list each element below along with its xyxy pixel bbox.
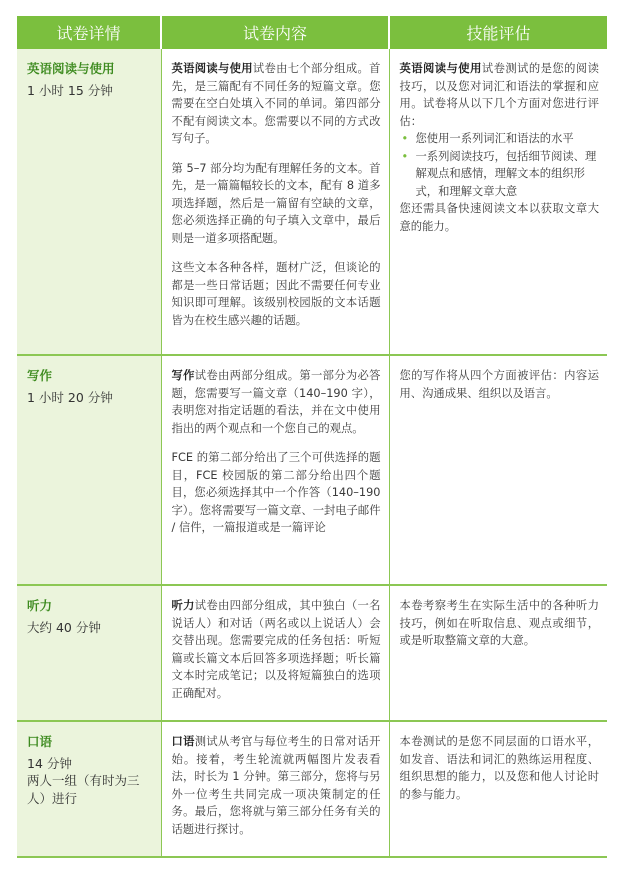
- speaking-details: [17, 721, 161, 857]
- reading-title: 英语阅读与使用: [27, 61, 115, 76]
- writing-content: [161, 355, 389, 585]
- row-writing: [17, 355, 607, 585]
- writing-content-lead: 写作: [171, 369, 195, 382]
- reading-skill-list: [400, 130, 600, 200]
- reading-content-p3: 这些文本各种各样，题材广泛，但谈论的都是一些日常话题；因此不需要任何专业知识即可理解。该级别校园版的文本话题皆为在校生感兴趣的话题。: [171, 261, 381, 327]
- reading-content-p2: 第 5–7 部分均为配有理解任务的文本。首先，是一篇篇幅较长的文本，配有 8 道多项选择题，然后是一篇留有空缺的文章，您必须选择正确的句子填入文章中，最后则是一道多项搭配题。: [171, 161, 381, 245]
- writing-time: 1 小时 20 分钟: [27, 389, 113, 405]
- reading-skill-intro: 英语阅读与使用试卷测试的是您的阅读技巧，以及您对词汇和语法的掌握和应用。试卷将从以下几个方面对您进行评估：: [399, 62, 599, 128]
- speaking-content-text: 口语测试从考官与每位考生的日常对话开始。接着，考生轮流就两幅图片发表看法，时长为 1 分钟。第三部分，您将与另外一位考生共同完成一项决策制定的任务。最后，您将就与第三部分任务有关的话题进行探讨。: [171, 735, 381, 836]
- listening-skills: [389, 585, 607, 721]
- reading-skill-end: 您还需具备快速阅读文本以获取文章大意的能力。: [399, 202, 599, 233]
- speaking-time: 14 分钟: [27, 755, 72, 771]
- row-speaking: [17, 721, 607, 857]
- reading-skills: [389, 49, 607, 355]
- listening-content: [161, 585, 389, 721]
- row-listening: [17, 585, 607, 721]
- header-row: [17, 16, 607, 49]
- writing-content-p1: 写作试卷由两部分组成。第一部分为必答题，您需要写一篇文章（140–190 字），表明您对指定话题的看法，并在文中使用指出的两个观点和一个您自己的观点。: [171, 369, 381, 435]
- reading-content-p1: 英语阅读与使用试卷由七个部分组成。首先，是三篇配有不同任务的短篇文章。您需要在空白处填入不同的单词。第四部分不配有阅读文本。您需要以不同的方式改写句子。: [171, 62, 381, 145]
- listening-time: 大约 40 分钟: [27, 619, 101, 635]
- speaking-group: 两人一组（有时为三人）进行: [27, 773, 140, 806]
- writing-skills: [389, 355, 607, 585]
- reading-skill-bullet-2: • 一系列阅读技巧，包括细节阅读、理解观点和感情，理解文本的组织形式，和理解文章大意: [412, 148, 600, 201]
- writing-title: 写作: [27, 368, 53, 383]
- writing-content-p2: FCE 的第二部分给出了三个可供选择的题目，FCE 校园版的第二部分给出四个题目，您必须选择其中一个作答（140–190 字）。您将需要写一篇文章、一封电子邮件 / 信件，一篇报道或是一篇评论: [171, 451, 381, 534]
- speaking-skill-text: 本卷测试的是您不同层面的口语水平，如发音、语法和词汇的熟练运用程度、组织思想的能力，以及您和他人讨论时的参与能力。: [399, 735, 599, 801]
- reading-skill-bullet-1: • 您使用一系列词汇和语法的水平: [412, 130, 600, 148]
- reading-content: [161, 49, 389, 355]
- reading-time: 1 小时 15 分钟: [27, 82, 113, 98]
- header-skills: 技能评估: [389, 16, 607, 49]
- exam-table: [17, 16, 607, 858]
- listening-content-text: 听力试卷由四部分组成，其中独白（一名说话人）和对话（两名或以上说话人）会交替出现。您需要完成的任务包括：听短篇或长篇文本后回答多项选择题；听长篇文本时完成笔记；以及将短篇独白的选项正确配对。: [171, 599, 381, 700]
- row-reading: [17, 49, 607, 355]
- header-content: 试卷内容: [161, 16, 389, 49]
- writing-skill-text: 您的写作将从四个方面被评估：内容运用、沟通成果、组织以及语言。: [399, 369, 599, 400]
- speaking-skills: [389, 721, 607, 857]
- exam-table-container: [17, 16, 607, 858]
- header-details: 试卷详情: [17, 16, 161, 49]
- listening-content-lead: 听力: [171, 599, 195, 612]
- speaking-content-lead: 口语: [171, 735, 195, 748]
- listening-details: [17, 585, 161, 721]
- reading-content-lead: 英语阅读与使用: [171, 62, 253, 75]
- listening-skill-text: 本卷考察考生在实际生活中的各种听力技巧，例如在听取信息、观点或细节，或是听取整篇文章的大意。: [399, 599, 599, 647]
- listening-title: 听力: [27, 598, 53, 613]
- reading-details: [17, 49, 161, 355]
- writing-details: [17, 355, 161, 585]
- reading-skill-lead: 英语阅读与使用: [399, 62, 482, 75]
- speaking-title: 口语: [27, 734, 53, 749]
- speaking-content: [161, 721, 389, 857]
